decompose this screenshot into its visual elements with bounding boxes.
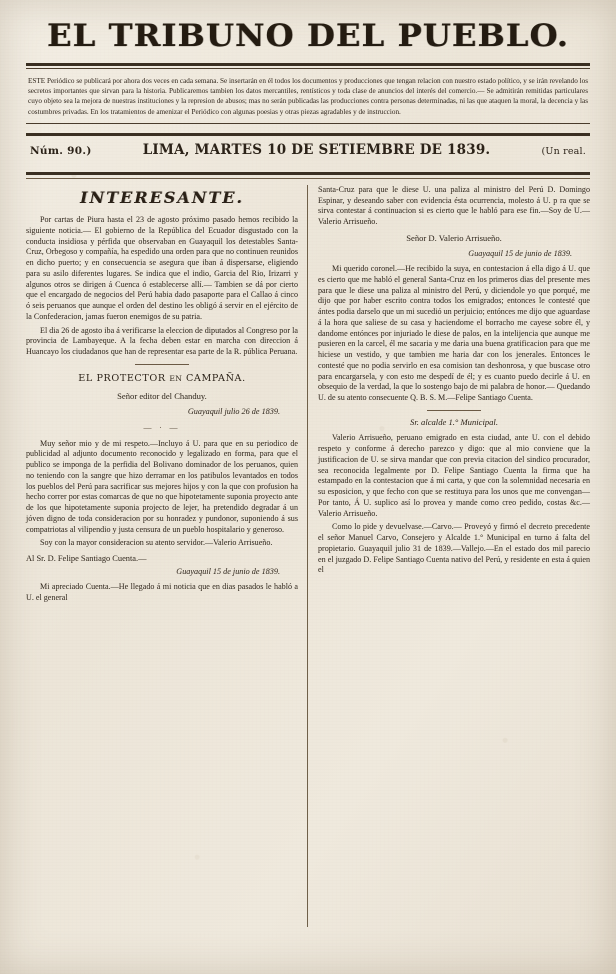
- section-divider: [135, 364, 189, 365]
- letter-dateline: Guayaquil julio 26 de 1839.: [187, 407, 280, 417]
- letter-dateline-2: Guayaquil 15 de junio de 1839.: [176, 567, 280, 577]
- masthead-title: EL TRIBUNO DEL PUEBLO.: [46, 18, 570, 54]
- paragraph: Muy señor mio y de mi respeto.—Incluyo á U. para que en su periodico de publicidad al adjunto documento reconocido y legalizado en forma, para que el publico se imponga de la perfidia del Bolivano dominador de los peruanos, quien no teniendo con la sangre que hizo derramar en los patibulos levantados en todos los pueblos del Perú para sacrificar sus mejores hijos y con la que con profusion ha hecho correr por estas comarcas de que no que hipotetamente suponia proyecto ante de los que hipotetamente suponia projecto de lejer, ha pretendido degradar á un jóven digno de toda consideracion por su honradez y pundonor, suponiendo á sus compatriotas al vilipendio y justa censura de un pueblo hospitalario y generoso.: [26, 438, 298, 534]
- article-columns: [26, 185, 590, 927]
- letter-dateline-3: Guayaquil 15 de junio de 1839.: [468, 249, 572, 259]
- issue-price: (Un real.: [541, 145, 586, 157]
- issue-rule-thick: [26, 172, 590, 175]
- section-head-small: EN: [169, 373, 183, 383]
- paragraph: El dia 26 de agosto iba á verificarse la eleccion de diputados al Congreso por la provincia de Lambayeque. A la fecha deben estar en marcha con direccion á Huancayo los ciudadanos que han de representar esa parte de la R. pública Peruana.: [26, 325, 298, 357]
- paragraph: Por cartas de Piura hasta el 23 de agosto próximo pasado hemos recibido la siguiente noticia.— El gobierno de la República del Ecuador disgustado con la conducta insidiosa y pérfida que observaban en Guayaquil los detestables Santa-Cruz, Orbegoso y compañía, ha espedido una orden para que no continuen reunidos en dicho puerto; y en consecuencia se asegura que iban á dispersarse, eligiendo para su asilo diferentes lugares. Se indica que el indio, Garcia del Rio, Irizarri y algunos otros se dirigen á Cuenca ó establecerse allí.— Tambien se dá por cierto que el encargado de negocios del Perú habia dado pasaporte para el Callao á cinco ó seis peruanos que aunque el orden del destino les obligó á servir en el ejército de la Confederacion, jamas fueron enemigos de su patria.: [26, 215, 298, 321]
- blurb-rule-thin: [26, 123, 590, 124]
- article-headline-interesante: INTERESANTE.: [80, 187, 244, 207]
- issue-line: [26, 138, 590, 163]
- issue-place-date: LIMA, MARTES 10 DE SETIEMBRE DE 1839.: [142, 141, 491, 158]
- paragraph: Valerio Arrisueño, peruano emigrado en esta ciudad, ante U. con el debido respeto y conforme á derecho parezco y digo: que al mio conviene que la justificacion de U. se sirva mandar que con previa citacion del sindico procurador, sea reconocida legalmente por D. Felipe Santiago Cuenta la firma que ha estampado en la contestacion que á mi carta, y que con la solemnidad necesaria en su esposicion, y que fecho con que se restituya para los unos que me convengan—Por tanto, Á U. suplico así lo provea y mande como creo pedido, costas &c.—Valerio Arrisueño.: [318, 433, 590, 518]
- paragraph: Como lo pide y devuelvase.—Carvo.— Proveyó y firmó el decreto precedente el señor Manuel Carvo, Consejero y Alcalde 1.° Municipal en turno á falta del propietario. Guayaquil julio 31 de 1839.—Vallejo.—En el estado dos mil parecio en el juzgado D. Felipe Santiago Cuenta nativo del Perú, y residente en esta á quien el: [318, 522, 590, 575]
- issue-rule-hair: [26, 178, 590, 179]
- section-divider-2: [427, 410, 481, 411]
- letter-addressee-cuenta: Al Sr. D. Felipe Santiago Cuenta.—: [26, 554, 147, 564]
- letter-addressee-editor: Señor editor del Chanduy.: [117, 390, 207, 401]
- section-head-protector: [26, 373, 298, 386]
- section-head-alcalde: Sr. alcalde 1.° Municipal.: [410, 416, 498, 427]
- masthead-blurb: ESTE Periódico se publicará por ahora dos veces en cada semana. Se insertarán en él todos los documentos y producciones que tengan relacion con nuestro estado político, y se irán revelando los secretos importantes que sirvan para la historia. Publicaremos tambien los datos mercantiles, rentísticos y toda clase de anuncios del interés del comercio.— Se admitirán remitidas particulares cuyo objeto sea la mejora de nuestras instituciones y la represion de abusos; mas no serán publicadas las producciones contra personas determinadas, ni las que ataquen la moral, la decencia y las costumbres privadas. En los tratamientos de amenizar el Periódico con algunas poesias y otras piezas agradables y de instruccion.: [28, 77, 588, 116]
- issue-number: Núm. 90.): [30, 144, 92, 157]
- right-column: [308, 185, 590, 927]
- section-head-main: EL PROTECTOR: [78, 372, 166, 384]
- masthead-rule-thick: [26, 63, 590, 66]
- masthead-rule-thin: [26, 68, 590, 69]
- left-column: [26, 185, 308, 927]
- section-head-tail: CAMPAÑA.: [185, 372, 246, 384]
- paragraph: Mi querido coronel.—He recibido la suya, en contestacion á ella digo á U. que es cierto que me habló el general Santa-Cruz en los primeros dias del presente mes para que le diese una paliza al ministro del Perú, y diciendole yo que porqué, me dijo que por haber escrito contra todos los emigrados; entonces le contesté que ántes podia darselo que un mi sucedió un perjuicio; entónces me dijo que aguardase á la hora que saliese de su casa y haciendome el borracho me cayese sobre él, y dandome entónces por injuriado le diese de palos, en la intelijencia que aunque me pusieren en la carcel, él me sacaria y me daria una buena gratificacion para que me hiciese un vestido, y que tambien me haria dar con los jenerales. Entonces le contesté que no podia servirlo en esa comision tan deshonrosa, y que buscase otro para encargarsela, y con esto me despedí de él; y es cuanto puedo decirle á U. en obsequio de la verdad, la que lo sostengo bajo de mi palabra de honor.— Quedando U. de su atento consecuente Q. B. S. M.—Felipe Santiago Cuenta.: [318, 264, 590, 403]
- blurb-rule-thick: [26, 133, 590, 136]
- ornament-divider: — ∙ —: [143, 422, 181, 432]
- paragraph: Soy con la mayor consideracion su atento servidor.—Valerio Arrisueño.: [40, 538, 273, 548]
- paragraph: Mi apreciado Cuenta.—He llegado á mi noticia que en dias pasados le habló a U. el general: [26, 582, 298, 602]
- letter-addressee-arrisueno: Señor D. Valerio Arrisueño.: [406, 232, 502, 243]
- paragraph: Santa-Cruz para que le diese U. una paliza al ministro del Perú D. Domingo Espinar, y deseando saber con evidencia ésta ocurrencia, molesto á U. p ra que se sirva contestar á continuacion si es cierto que le habló para ese fin.—Soy de U.— Valerio Arrisueño.: [318, 184, 590, 227]
